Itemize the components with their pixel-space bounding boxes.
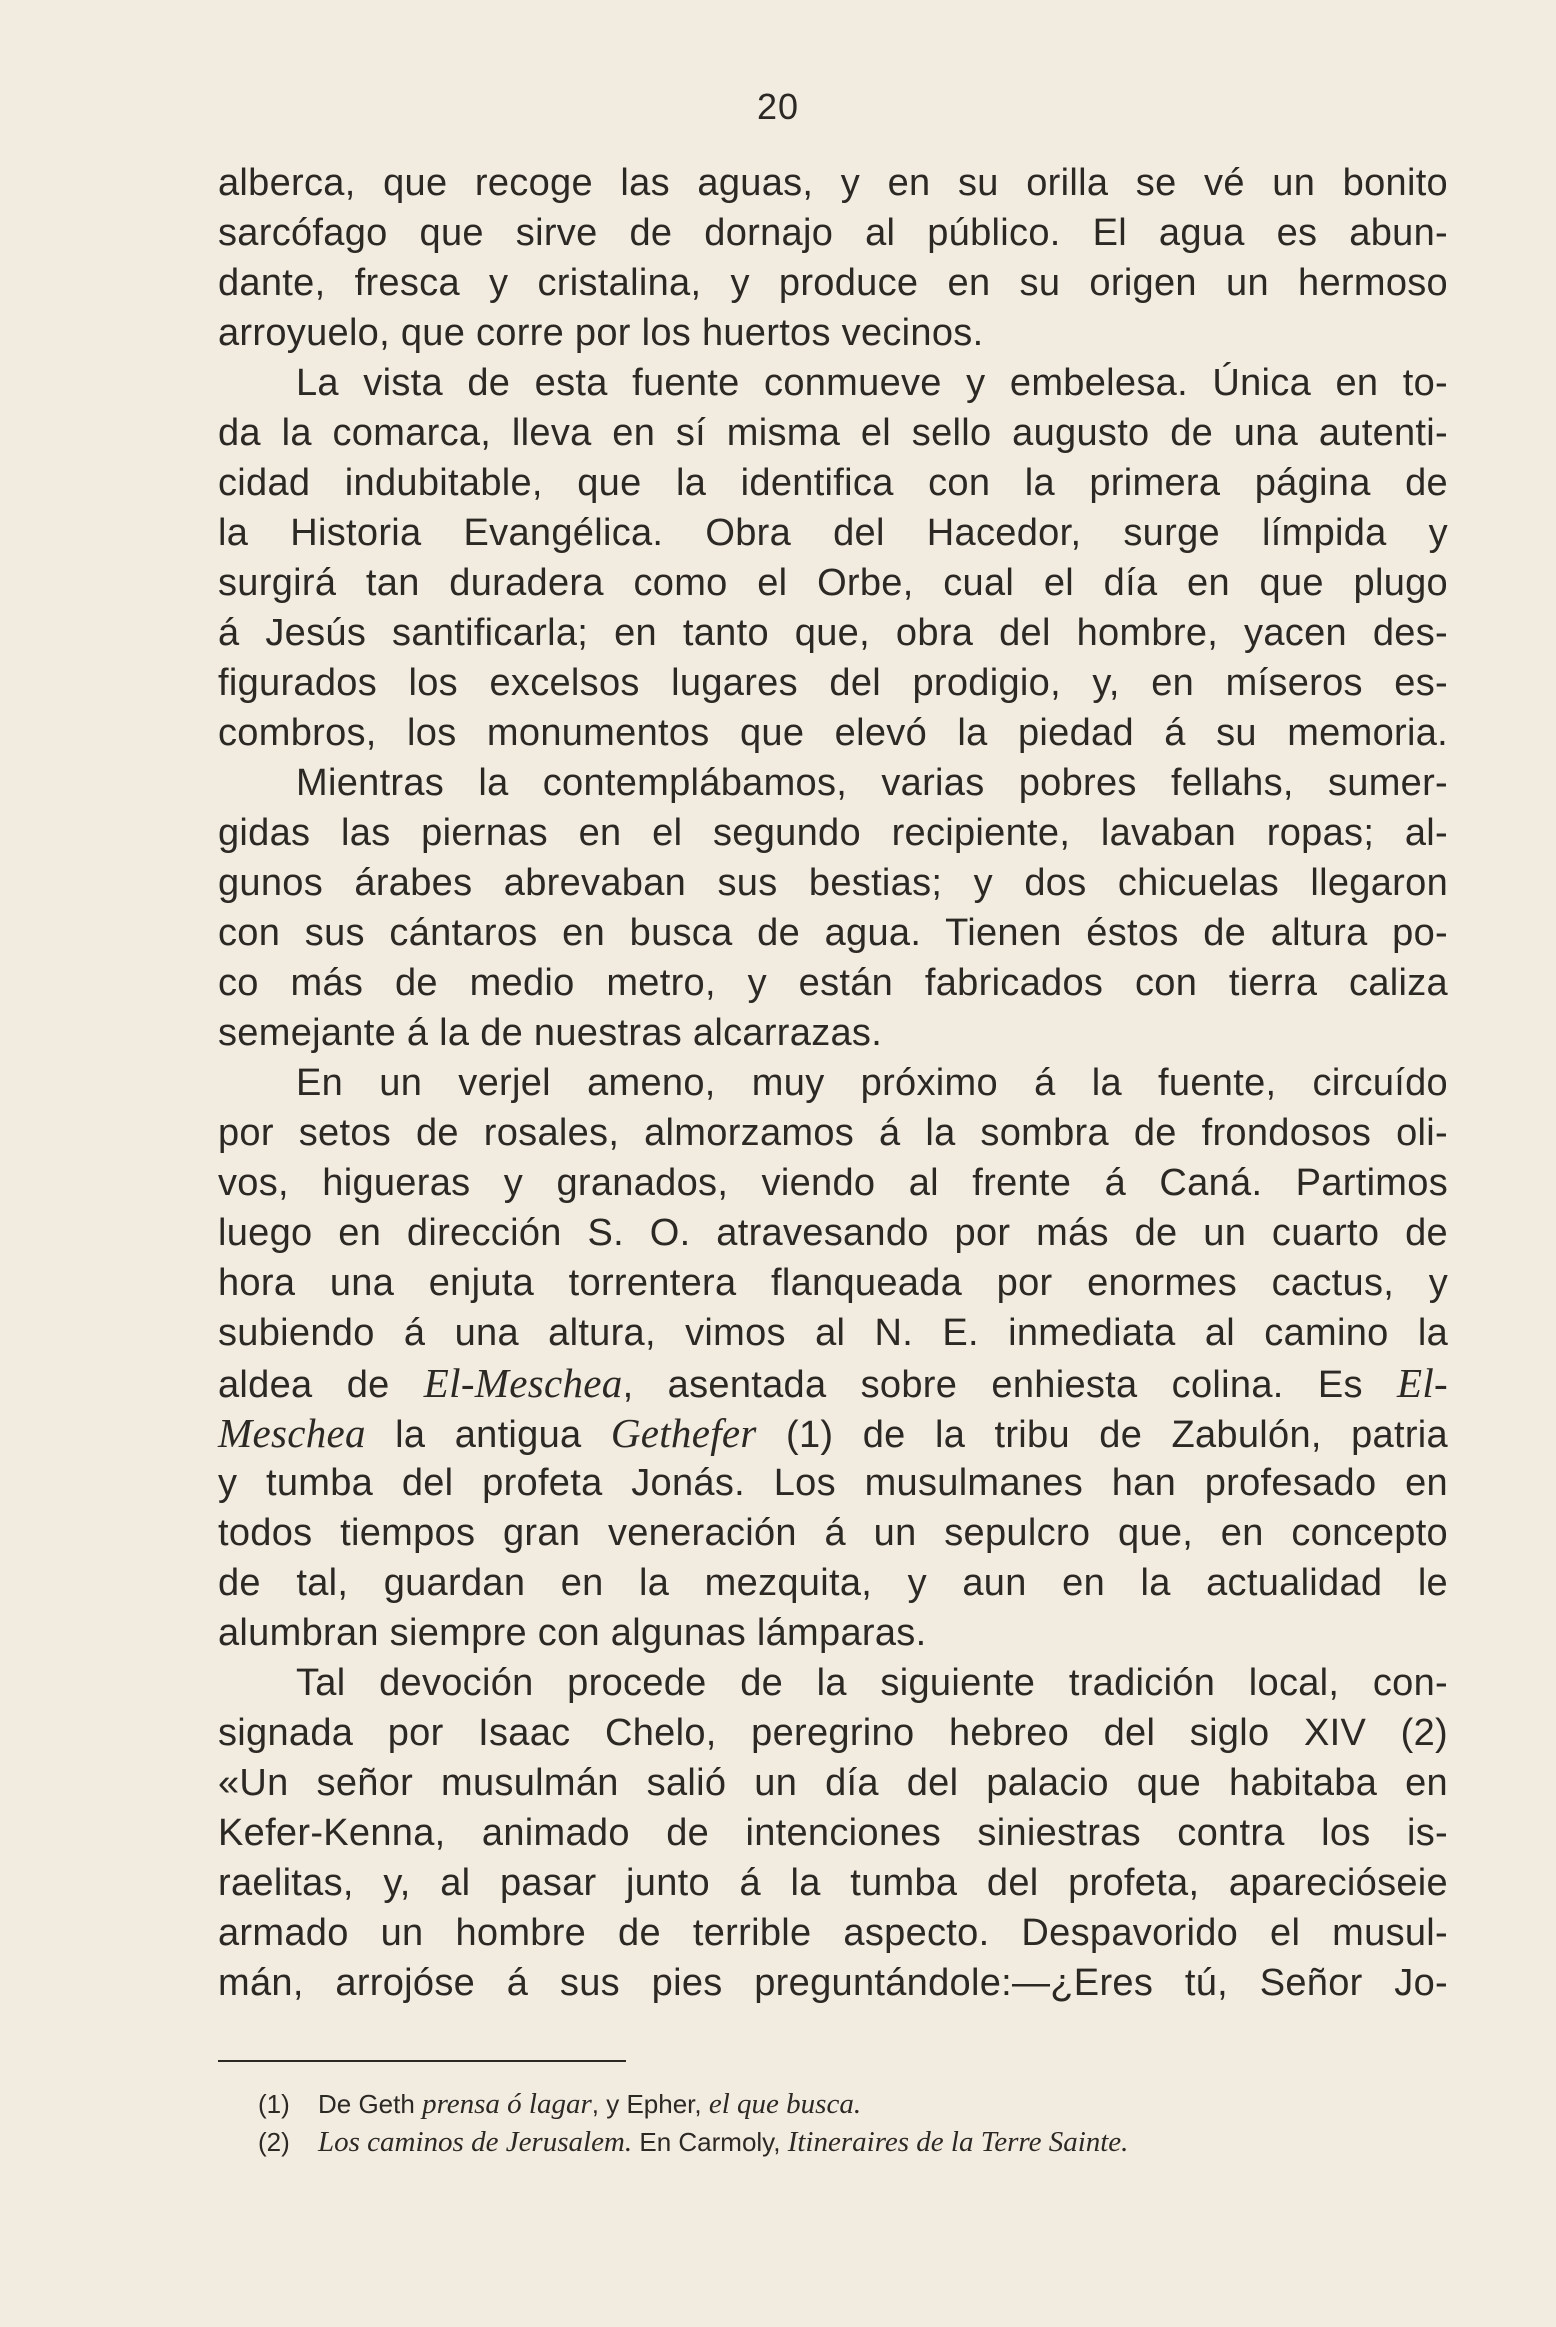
text-line: gunos árabes abrevaban sus bestias; y dos chicuelas llegaron xyxy=(218,862,1448,904)
page-number: 20 xyxy=(756,86,800,127)
text-line: Mientras la contemplábamos, varias pobres fellahs, sumer- xyxy=(296,762,1448,804)
text-line: semejante á la de nuestras alcarrazas. xyxy=(218,1012,883,1054)
text-line: La vista de esta fuente conmueve y embelesa. Única en to- xyxy=(296,362,1448,404)
text-line xyxy=(218,1358,1448,1408)
text-line: á Jesús santificarla; en tanto que, obra del hombre, yacen des- xyxy=(218,612,1448,654)
text-line: dante, fresca y cristalina, y produce en su origen un hermoso xyxy=(218,262,1448,304)
footnote-segment: En Carmoly, xyxy=(632,2127,788,2157)
text-line: Tal devoción procede de la siguiente tradición local, con- xyxy=(296,1662,1448,1704)
text-line: «Un señor musulmán salió un día del palacio que habitaba en xyxy=(218,1762,1448,1804)
text-line xyxy=(218,1408,1448,1458)
footnote-2 xyxy=(258,2123,1448,2161)
place-name-italic: Gethefer xyxy=(610,1410,757,1456)
footnote-segment: , y Epher, xyxy=(591,2089,709,2119)
place-name-italic: El- xyxy=(1397,1360,1448,1406)
line-segment: (1) de la tribu de Zabulón, patria xyxy=(756,1414,1448,1456)
text-line: cidad indubitable, que la identifica con la primera página de xyxy=(218,462,1448,504)
text-line: da la comarca, lleva en sí misma el sello augusto de una autenti- xyxy=(218,412,1448,454)
text-line: y tumba del profeta Jonás. Los musulmanes han profesado en xyxy=(218,1462,1448,1504)
line-segment: , asentada sobre enhiesta colina. Es xyxy=(622,1364,1397,1406)
footnote-italic: Itineraires de la Terre Sainte. xyxy=(787,2126,1129,2158)
text-line: todos tiempos gran veneración á un sepulcro que, en concepto xyxy=(218,1512,1448,1554)
text-line: co más de medio metro, y están fabricados con tierra caliza xyxy=(218,962,1448,1004)
place-name-italic: Meschea xyxy=(218,1410,366,1456)
text-line: figurados los excelsos lugares del prodigio, y, en míseros es- xyxy=(218,662,1448,704)
text-line: combros, los monumentos que elevó la piedad á su memoria. xyxy=(218,712,1448,754)
text-line: arroyuelo, que corre por los huertos vecinos. xyxy=(218,312,984,354)
footnote-italic: Los caminos de Jerusalem. xyxy=(318,2126,633,2158)
text-line: por setos de rosales, almorzamos á la sombra de frondosos oli- xyxy=(218,1112,1448,1154)
text-line: luego en dirección S. O. atravesando por más de un cuarto de xyxy=(218,1212,1448,1254)
footnote-number: (2) xyxy=(258,2127,290,2157)
text-line: surgirá tan duradera como el Orbe, cual el día en que plugo xyxy=(218,562,1448,604)
body-text xyxy=(218,158,1448,2008)
text-line: Kefer-Kenna, animado de intenciones siniestras contra los is- xyxy=(218,1812,1448,1854)
text-line: vos, higueras y granados, viendo al frente á Caná. Partimos xyxy=(218,1162,1448,1204)
text-line: raelitas, y, al pasar junto á la tumba del profeta, aparecióseie xyxy=(218,1862,1448,1904)
footnote-segment: De Geth xyxy=(318,2089,423,2119)
text-line: alberca, que recoge las aguas, y en su orilla se vé un bonito xyxy=(218,162,1448,204)
footnote-number: (1) xyxy=(258,2089,290,2119)
text-line: de tal, guardan en la mezquita, y aun en la actualidad le xyxy=(218,1562,1448,1604)
text-line: mán, arrojóse á sus pies preguntándole:—¿Eres tú, Señor Jo- xyxy=(218,1962,1448,2004)
text-line: signada por Isaac Chelo, peregrino hebreo del siglo XIV (2) xyxy=(218,1712,1448,1754)
text-line: sarcófago que sirve de dornajo al público. El agua es abun- xyxy=(218,212,1448,254)
line-segment: la antigua xyxy=(365,1414,611,1456)
text-line: subiendo á una altura, vimos al N. E. inmediata al camino la xyxy=(218,1312,1448,1354)
text-line: con sus cántaros en busca de agua. Tienen éstos de altura po- xyxy=(218,912,1448,954)
footnote-divider xyxy=(218,2060,626,2062)
text-line: hora una enjuta torrentera flanqueada por enormes cactus, y xyxy=(218,1262,1448,1304)
text-line: armado un hombre de terrible aspecto. Despavorido el musul- xyxy=(218,1912,1448,1954)
footnote-1 xyxy=(258,2085,1448,2123)
footnotes xyxy=(258,2085,1448,2161)
footnote-italic: el que busca. xyxy=(708,2088,862,2120)
place-name-italic: El-Meschea xyxy=(423,1360,623,1406)
footnote-italic: prensa ó lagar xyxy=(422,2088,592,2120)
text-line: En un verjel ameno, muy próximo á la fuente, circuído xyxy=(296,1062,1448,1104)
text-line: la Historia Evangélica. Obra del Hacedor, surge límpida y xyxy=(218,512,1448,554)
text-line: alumbran siempre con algunas lámparas. xyxy=(218,1612,927,1654)
text-line: gidas las piernas en el segundo recipiente, lavaban ropas; al- xyxy=(218,812,1448,854)
line-segment: aldea de xyxy=(218,1364,424,1406)
